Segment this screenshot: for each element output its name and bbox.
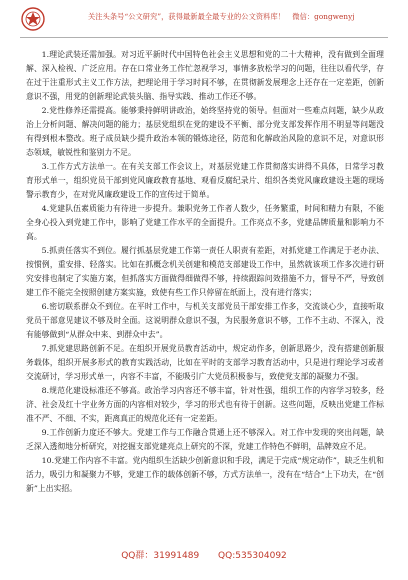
paragraph-5: 5.抓责任落实不到位。履行抓基层党建工作第一责任人职责有差距，对抓党建工作满足于老办法、按惯例，重安排、轻落实。比如在抓概念机关创建和模范支部建设工作中，虽然就该项工作多次进行研究安排也制定了实施方案，但抓落实方面做得细做得不够，持续跟踪问效措施不力，督导不严，导致创建工作不能完全按照创建方案实施，致使有些工作只停留在纸面上，没有进行落实； xyxy=(26,245,384,297)
logo-icon xyxy=(20,6,46,32)
paragraph-4: 4.党建队伍素质能力有待进一步提升。兼职党务工作者人数少，任务繁重，时间和精力有限，不能全身心投入到党建工作中，影响了党建工作水平的全面提升。工作亮点不多，党建品牌质量和影响力不高。 xyxy=(26,203,384,241)
header-divider xyxy=(20,37,388,38)
footer-qq: QQ:535304092 xyxy=(218,551,287,561)
footer-qq-group: QQ群：31991489 xyxy=(121,551,200,561)
paragraph-1: 1.理论武装还需加强。对习近平新时代中国特色社会主义思想和党的二十大精神，没有做到全面理解、深入检视、广泛应用。存在口常业务工作忙忽视学习，事情多放松学习的问题，往往以看代学，存在过于注重形式主义工作方法，把理论用于学习时间不够，在贯彻新发展理念上还存在一定差距，创新意识不强，用党的创新理论武装头脑、指导实践、推动工作还不够。 xyxy=(26,50,384,101)
header-banner-text: 关注头条号“公文研究”，获得最新最全最专业的公文资料库！ 微信：gongwenyj xyxy=(88,12,355,21)
paragraph-6: 6.密切联系群众不到位。在平时工作中，与机关支部党员干部安排工作多，交流谈心少，直接听取党员干部意见建议不够及时全面。这说明群众意识不强，为民服务意识不够，工作不主动、不深入，没有能够做到“从群众中来、到群众中去”。 xyxy=(26,301,384,339)
paragraph-7: 7.抓党建思路创新不足。在组织开展党员教育活动中，规定动作多，创新思路少，没有搭建创新服务载体，组织开展多形式的教育实践活动，比如在平时的支部学习教育活动中，只是进行理论学习或者交流研讨，学习形式单一，内容不丰富，不能吸引广大党员积极参与，致使党支部的凝聚力不强。 xyxy=(26,343,384,381)
paragraph-10: 10.党建工作内容不丰富。党内组织生活缺少创新意识和手段，满足于完成“规定动作”，缺乏生机和活力，吸引力和凝聚力不够，党建工作的载体创新不够，方式方法单一，没有在“结合”上下功夫，在“创新”上出实招。 xyxy=(26,455,384,493)
paragraph-9: 9.工作创新力度还不够大。党建工作与工作融合贯通上还不够深入。对工作中发现的突出问题，缺乏深入透彻地分析研究，对挖掘支部党建亮点上研究的不深，党建工作特色不鲜明，品牌效应不足。 xyxy=(26,427,384,451)
page-footer xyxy=(0,548,408,568)
paragraph-8: 8.规范化建设标准还不够高。政治学习内容还不够丰富，针对性强，组织工作的内容学习较多，经济、社会及红十字业务方面的内容相对较少，学习的形式也有待于创新。这些问题，反映出党建工作标准不严、不细、不实，距离真正的规范化还有一定差距。 xyxy=(26,385,384,423)
page-header xyxy=(0,4,408,40)
document-body xyxy=(26,48,384,496)
paragraph-3: 3.工作方式方法单一。在有关支部工作会议上，对基层党建工作贯彻落实讲得不具体，日常学习教育形式单一，组织党员干部到党风廉政教育基地、观看反腐纪录片、组织各类党风廉政建设主题的现场警示教育少，在对党风廉政建设工作的宣传过于简单。 xyxy=(26,161,384,199)
paragraph-2: 2.党性修养还需提高。能够秉持鲜明讲政治，始终坚持党的领导。但面对一些难点问题，缺少从政治上分析问题、解决问题的能力；基层党组织在党的建设不平衡、部分党支部发挥作用不明显等问题没有得到根本整改。班子成员缺少提升政治本领的锻炼途径，防范和化解政治风险的意识不足，对意识形态领域，敏锐性和鉴别力不足。 xyxy=(26,105,384,157)
